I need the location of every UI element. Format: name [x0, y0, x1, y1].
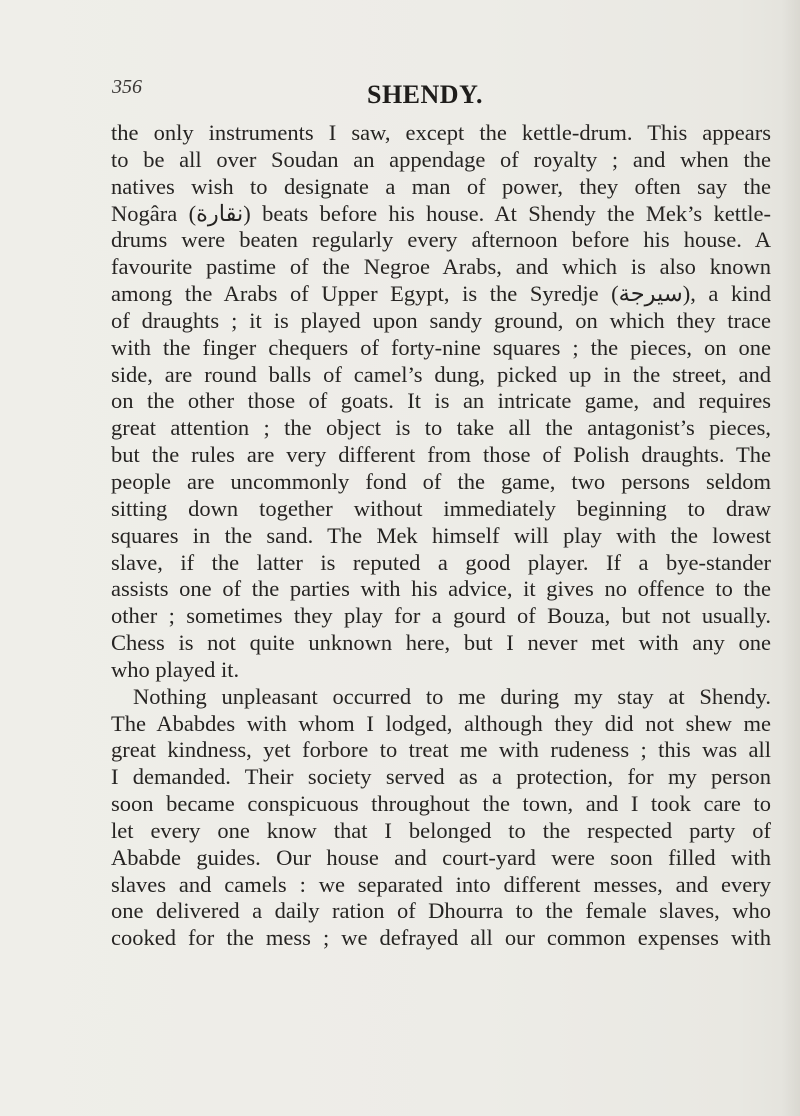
text-line: natives wish to designate a man of power, they often say the	[111, 173, 771, 199]
text-line: one delivered a daily ration of Dhourra to the female slaves, who	[111, 898, 771, 924]
page-number: 356	[112, 76, 142, 98]
text-line: to be all over Soudan an appendage of royalty ; and when the	[111, 146, 771, 172]
text-line: soon became conspicuous throughout the town, and I took care to	[111, 791, 771, 817]
body-text	[111, 120, 771, 952]
text-line: Ababde guides. Our house and court-yard were soon filled with	[111, 844, 771, 870]
text-line: the only instruments I saw, except the kettle-drum. This appears	[111, 120, 771, 145]
running-title: SHENDY.	[367, 80, 483, 109]
text-line: sitting down together without immediately beginning to draw	[111, 495, 771, 521]
text-line: on the other those of goats. It is an intricate game, and requires	[111, 388, 771, 414]
text-line: squares in the sand. The Mek himself will play with the lowest	[111, 522, 771, 548]
text-line: I demanded. Their society served as a protection, for my person	[111, 764, 771, 790]
text-line: people are uncommonly fond of the game, two persons seldom	[111, 468, 771, 494]
text-line: Nothing unpleasant occurred to me during my stay at Shendy.	[133, 683, 771, 709]
text-line: drums were beaten regularly every afternoon before his house. A	[111, 227, 771, 253]
text-line: let every one know that I belonged to the respected party of	[111, 817, 771, 843]
text-line: great kindness, yet forbore to treat me with rudeness ; this was all	[111, 737, 771, 763]
text-line: but the rules are very different from those of Polish draughts. The	[111, 442, 771, 468]
running-head	[0, 76, 800, 110]
text-line: The Ababdes with whom I lodged, although they did not shew me	[111, 710, 771, 736]
text-line: slave, if the latter is reputed a good player. If a bye-stander	[111, 549, 771, 575]
text-line: who played it.	[111, 656, 240, 682]
text-line: assists one of the parties with his advice, it gives no offence to the	[111, 576, 771, 602]
text-line: other ; sometimes they play for a gourd of Bouza, but not usually.	[111, 603, 771, 629]
text-line: great attention ; the object is to take all the antagonist’s pieces,	[111, 415, 771, 441]
text-line: of draughts ; it is played upon sandy ground, on which they trace	[111, 307, 771, 333]
text-line: among the Arabs of Upper Egypt, is the Syredje (سيرجة), a kind	[111, 281, 772, 307]
text-line: side, are round balls of camel’s dung, picked up in the street, and	[111, 361, 771, 387]
text-line: Nogâra (نقارة) beats before his house. At Shendy the Mek’s kettle-	[111, 200, 771, 226]
text-line: with the finger chequers of forty-nine squares ; the pieces, on one	[111, 334, 771, 360]
text-line: cooked for the mess ; we defrayed all our common expenses with	[111, 925, 771, 951]
text-line: Chess is not quite unknown here, but I never met with any one	[111, 630, 771, 656]
text-line: favourite pastime of the Negroe Arabs, and which is also known	[111, 254, 771, 280]
text-line: slaves and camels : we separated into different messes, and every	[111, 871, 771, 897]
